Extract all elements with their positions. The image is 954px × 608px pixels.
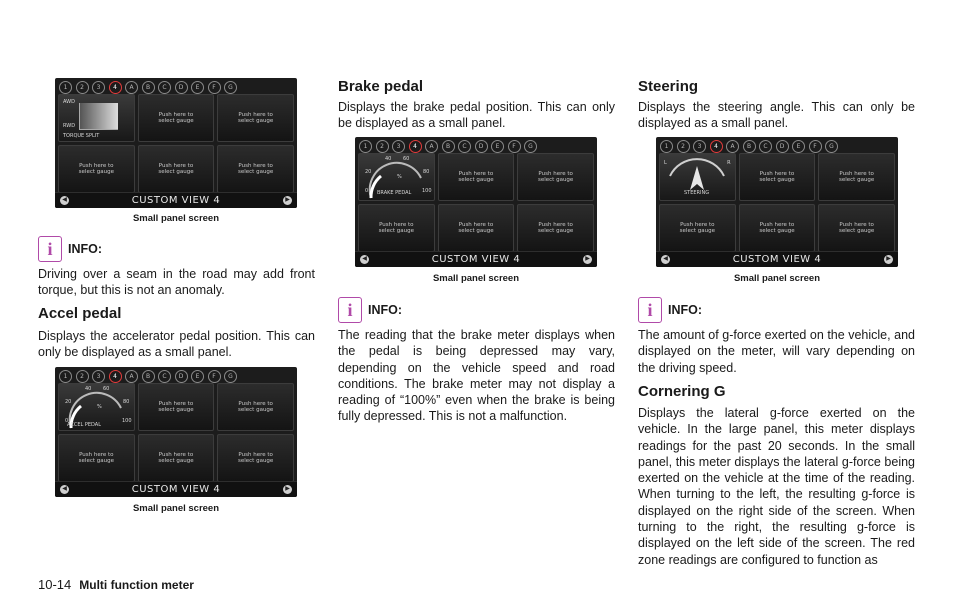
- screen-steering: [656, 137, 898, 267]
- panel-grid: [58, 94, 294, 193]
- gauge-tick: 80: [123, 399, 130, 405]
- tab-strip: [59, 369, 241, 383]
- tab-f[interactable]: F: [208, 81, 221, 94]
- tab-3[interactable]: 3: [693, 140, 706, 153]
- page-footer: [38, 577, 194, 592]
- figure-caption: Small panel screen: [432, 273, 520, 284]
- gauge-tick: 100: [422, 188, 432, 194]
- select-gauge-cell[interactable]: Push here to select gauge: [739, 204, 816, 252]
- section-text: Displays the accelerator pedal position. This can only be displayed as a small panel.: [38, 329, 315, 360]
- gauge-unit: %: [97, 404, 102, 410]
- view-title: CUSTOM VIEW 4: [131, 195, 221, 206]
- select-gauge-cell[interactable]: Push here to select gauge: [217, 434, 294, 482]
- select-gauge-cell[interactable]: Push here to select gauge: [517, 153, 594, 201]
- prev-arrow-icon[interactable]: ◀: [60, 485, 69, 494]
- bottom-bar: [656, 251, 898, 267]
- info-block: [38, 236, 102, 262]
- tab-strip: [359, 139, 541, 153]
- accel-pedal-gauge: [58, 383, 135, 431]
- section-text: Displays the steering angle. This can only be displayed as a small panel.: [638, 100, 915, 131]
- figure-caption: Small panel screen: [132, 213, 220, 224]
- section-heading: Steering: [638, 78, 699, 95]
- gauge-tick: 40: [385, 156, 392, 162]
- panel-grid: [58, 383, 294, 482]
- gauge-label-right: R: [727, 160, 731, 166]
- torque-split-gauge: [58, 94, 135, 142]
- tab-1[interactable]: 1: [660, 140, 673, 153]
- info-text: Driving over a seam in the road may add front torque, but this is not an anomaly.: [38, 267, 315, 298]
- gauge-tick: 20: [65, 399, 72, 405]
- info-label: INFO:: [368, 303, 403, 317]
- figure-caption: Small panel screen: [733, 273, 821, 284]
- gauge-tick: 20: [365, 169, 372, 175]
- select-gauge-cell[interactable]: Push here to select gauge: [138, 94, 215, 142]
- tab-4[interactable]: 4: [109, 370, 122, 383]
- tab-b[interactable]: B: [442, 140, 455, 153]
- tab-2[interactable]: 2: [376, 140, 389, 153]
- select-gauge-cell[interactable]: Push here to select gauge: [217, 94, 294, 142]
- gauge-label-awd: AWD: [63, 99, 75, 105]
- tab-g[interactable]: G: [524, 140, 537, 153]
- tab-b[interactable]: B: [142, 81, 155, 94]
- tab-d[interactable]: D: [475, 140, 488, 153]
- tab-4[interactable]: 4: [409, 140, 422, 153]
- tab-f[interactable]: F: [208, 370, 221, 383]
- tab-g[interactable]: G: [224, 81, 237, 94]
- screen-accel-pedal: [55, 367, 297, 497]
- screen-torque-split: [55, 78, 297, 208]
- gauge-tick: 0: [65, 418, 69, 424]
- bottom-bar: [55, 481, 297, 497]
- select-gauge-cell[interactable]: Push here to select gauge: [138, 383, 215, 431]
- tab-f[interactable]: F: [809, 140, 822, 153]
- tab-a[interactable]: A: [425, 140, 438, 153]
- next-arrow-icon[interactable]: ▶: [283, 196, 292, 205]
- tab-b[interactable]: B: [743, 140, 756, 153]
- tab-c[interactable]: C: [759, 140, 772, 153]
- panel-grid: [659, 153, 895, 252]
- panel-grid: [358, 153, 594, 252]
- view-title: CUSTOM VIEW 4: [732, 254, 822, 265]
- select-gauge-cell[interactable]: Push here to select gauge: [358, 204, 435, 252]
- section-heading: Accel pedal: [38, 305, 122, 322]
- tab-d[interactable]: D: [776, 140, 789, 153]
- brake-pedal-gauge: [358, 153, 435, 201]
- select-gauge-cell[interactable]: Push here to select gauge: [818, 153, 895, 201]
- tab-3[interactable]: 3: [92, 370, 105, 383]
- tab-a[interactable]: A: [125, 81, 138, 94]
- info-label: INFO:: [68, 242, 103, 256]
- tab-2[interactable]: 2: [677, 140, 690, 153]
- tab-e[interactable]: E: [191, 81, 204, 94]
- info-block: [338, 297, 402, 323]
- section-title: Multi function meter: [79, 578, 194, 592]
- tab-c[interactable]: C: [158, 370, 171, 383]
- view-title: CUSTOM VIEW 4: [131, 484, 221, 495]
- info-label: INFO:: [668, 303, 703, 317]
- info-text: The reading that the brake meter displays when the pedal is being depressed may vary, depending on the vehicle speed and road conditions. The brake meter may not display a reading of “100%” even when the brake is being fully depressed. This is not a malfunction.: [338, 328, 615, 424]
- view-title: CUSTOM VIEW 4: [431, 254, 521, 265]
- page-number: 10-14: [38, 577, 72, 592]
- prev-arrow-icon[interactable]: ◀: [661, 255, 670, 264]
- gauge-tick: 0: [365, 188, 369, 194]
- tab-g[interactable]: G: [224, 370, 237, 383]
- select-gauge-cell[interactable]: Push here to select gauge: [138, 145, 215, 193]
- select-gauge-cell[interactable]: Push here to select gauge: [739, 153, 816, 201]
- tab-1[interactable]: 1: [59, 81, 72, 94]
- info-icon: i: [338, 297, 362, 323]
- torque-bar: [79, 103, 118, 130]
- tab-3[interactable]: 3: [392, 140, 405, 153]
- figure-caption: Small panel screen: [132, 503, 220, 514]
- tab-a[interactable]: A: [125, 370, 138, 383]
- gauge-title: BRAKE PEDAL: [377, 189, 412, 196]
- select-gauge-cell[interactable]: Push here to select gauge: [138, 434, 215, 482]
- gauge-unit: %: [397, 174, 402, 180]
- next-arrow-icon[interactable]: ▶: [283, 485, 292, 494]
- section-heading: Brake pedal: [338, 78, 424, 95]
- info-icon: i: [638, 297, 662, 323]
- screen-brake-pedal: [355, 137, 597, 267]
- tab-1[interactable]: 1: [59, 370, 72, 383]
- bottom-bar: [355, 251, 597, 267]
- prev-arrow-icon[interactable]: ◀: [360, 255, 369, 264]
- tab-1[interactable]: 1: [359, 140, 372, 153]
- tab-strip: [59, 80, 241, 94]
- select-gauge-cell[interactable]: Push here to select gauge: [58, 434, 135, 482]
- select-gauge-cell[interactable]: Push here to select gauge: [58, 145, 135, 193]
- gauge-tick: 100: [122, 418, 132, 424]
- tab-d[interactable]: D: [175, 81, 188, 94]
- info-block: [638, 297, 702, 323]
- gauge-label-rwd: RWD: [63, 123, 76, 129]
- tab-d[interactable]: D: [175, 370, 188, 383]
- select-gauge-cell[interactable]: Push here to select gauge: [659, 204, 736, 252]
- gauge-title: STEERING: [684, 189, 710, 196]
- section-text: Displays the lateral g-force exerted on the vehicle. In the large panel, this meter displays readings for the past 20 seconds. In the small panel, this meter displays the lateral g-force being exerted on the vehicle at the time of the reading. When turning to the left, the resulting g-force is displayed on the right side of the screen. When turning to the right, the resulting g-force is displayed on the left side of the screen. The red zone readings are configured to function as: [638, 406, 915, 567]
- tab-3[interactable]: 3: [92, 81, 105, 94]
- select-gauge-cell[interactable]: Push here to select gauge: [818, 204, 895, 252]
- gauge-tick: 80: [423, 169, 430, 175]
- select-gauge-cell[interactable]: Push here to select gauge: [217, 383, 294, 431]
- next-arrow-icon[interactable]: ▶: [583, 255, 592, 264]
- tab-e[interactable]: E: [191, 370, 204, 383]
- select-gauge-cell[interactable]: Push here to select gauge: [438, 153, 515, 201]
- tab-a[interactable]: A: [726, 140, 739, 153]
- gauge-tick: 60: [403, 156, 410, 162]
- bottom-bar: [55, 192, 297, 208]
- select-gauge-cell[interactable]: Push here to select gauge: [517, 204, 594, 252]
- gauge-label-left: L: [664, 160, 667, 166]
- tab-strip: [660, 139, 842, 153]
- tab-e[interactable]: E: [792, 140, 805, 153]
- tab-4[interactable]: 4: [710, 140, 723, 153]
- next-arrow-icon[interactable]: ▶: [884, 255, 893, 264]
- tab-c[interactable]: C: [458, 140, 471, 153]
- info-icon: i: [38, 236, 62, 262]
- tab-g[interactable]: G: [825, 140, 838, 153]
- gauge-tick: 60: [103, 386, 110, 392]
- tab-2[interactable]: 2: [76, 370, 89, 383]
- tab-c[interactable]: C: [158, 81, 171, 94]
- tab-4[interactable]: 4: [109, 81, 122, 94]
- section-heading: Cornering G: [638, 383, 726, 400]
- tab-b[interactable]: B: [142, 370, 155, 383]
- info-text: The amount of g-force exerted on the vehicle, and displayed on the meter, will vary depending on the driving speed.: [638, 328, 915, 375]
- tab-f[interactable]: F: [508, 140, 521, 153]
- gauge-title: ACCEL PEDAL: [67, 421, 101, 428]
- gauge-tick: 40: [85, 386, 92, 392]
- section-text: Displays the brake pedal position. This can only be displayed as a small panel.: [338, 100, 615, 131]
- select-gauge-cell[interactable]: Push here to select gauge: [217, 145, 294, 193]
- tab-2[interactable]: 2: [76, 81, 89, 94]
- prev-arrow-icon[interactable]: ◀: [60, 196, 69, 205]
- tab-e[interactable]: E: [491, 140, 504, 153]
- select-gauge-cell[interactable]: Push here to select gauge: [438, 204, 515, 252]
- gauge-title: TORQUE SPLIT: [63, 132, 100, 139]
- steering-gauge: [659, 153, 736, 201]
